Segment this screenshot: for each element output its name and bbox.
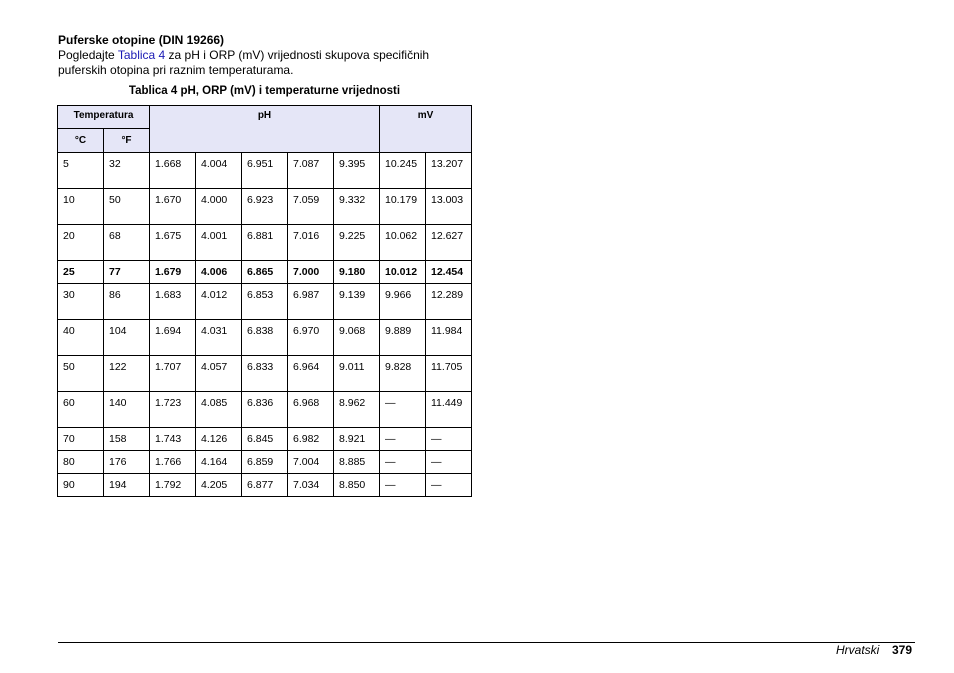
table-cell: 12.627 xyxy=(426,225,472,261)
table-cell: 1.723 xyxy=(150,392,196,428)
table-cell: 1.766 xyxy=(150,451,196,474)
table-cell: 9.332 xyxy=(334,189,380,225)
table-cell: 11.984 xyxy=(426,320,472,356)
table-cell: 86 xyxy=(104,284,150,320)
table-cell: 6.836 xyxy=(242,392,288,428)
table-cell: 4.205 xyxy=(196,474,242,497)
table-cell: 10.012 xyxy=(380,261,426,284)
table-cell: 158 xyxy=(104,428,150,451)
intro-paragraph xyxy=(58,48,478,78)
table-cell: 7.004 xyxy=(288,451,334,474)
table-cell: 1.683 xyxy=(150,284,196,320)
table-cell: 9.225 xyxy=(334,225,380,261)
table-cell: 25 xyxy=(58,261,104,284)
header-celsius: °C xyxy=(58,129,104,153)
table-cell: 1.675 xyxy=(150,225,196,261)
table-cell: 7.059 xyxy=(288,189,334,225)
table-body xyxy=(58,153,472,497)
table-cell: 11.449 xyxy=(426,392,472,428)
table-cell: 1.694 xyxy=(150,320,196,356)
table-cell: 8.885 xyxy=(334,451,380,474)
table-cell: 60 xyxy=(58,392,104,428)
table-cell: 90 xyxy=(58,474,104,497)
table-cell: 77 xyxy=(104,261,150,284)
table-cell: 176 xyxy=(104,451,150,474)
table-cell: 6.982 xyxy=(288,428,334,451)
table-cell: 1.707 xyxy=(150,356,196,392)
table-cell: 8.921 xyxy=(334,428,380,451)
table-cell: 30 xyxy=(58,284,104,320)
table-cell: 50 xyxy=(58,356,104,392)
table-cell: 8.962 xyxy=(334,392,380,428)
table-row xyxy=(58,428,472,451)
table-cell: 6.881 xyxy=(242,225,288,261)
table-cell: 12.454 xyxy=(426,261,472,284)
table-cell: 6.968 xyxy=(288,392,334,428)
table-cell: 10.062 xyxy=(380,225,426,261)
table-cell: 140 xyxy=(104,392,150,428)
table-cell: 122 xyxy=(104,356,150,392)
table-cell: 10.245 xyxy=(380,153,426,189)
table-row xyxy=(58,320,472,356)
table-cell: 20 xyxy=(58,225,104,261)
table-cell: 13.207 xyxy=(426,153,472,189)
page-number: 379 xyxy=(892,643,913,657)
table-row xyxy=(58,225,472,261)
table-cell: — xyxy=(380,428,426,451)
table-cell: 6.964 xyxy=(288,356,334,392)
table-cell: 6.865 xyxy=(242,261,288,284)
table-cell: 8.850 xyxy=(334,474,380,497)
table-cell: 32 xyxy=(104,153,150,189)
table-row xyxy=(58,474,472,497)
intro-text-before: Pogledajte xyxy=(58,48,118,62)
table-cell: 6.859 xyxy=(242,451,288,474)
table-cell: 9.139 xyxy=(334,284,380,320)
table-cell: 70 xyxy=(58,428,104,451)
table-cell: 7.000 xyxy=(288,261,334,284)
table-cell: 9.889 xyxy=(380,320,426,356)
table-cell: 10.179 xyxy=(380,189,426,225)
table-row xyxy=(58,284,472,320)
table-cell: 4.164 xyxy=(196,451,242,474)
table-cell: 10 xyxy=(58,189,104,225)
table-cell: 13.003 xyxy=(426,189,472,225)
table-cell: 6.877 xyxy=(242,474,288,497)
table-cell: 6.838 xyxy=(242,320,288,356)
table-cell: — xyxy=(380,451,426,474)
table-row xyxy=(58,189,472,225)
table-cell: 4.057 xyxy=(196,356,242,392)
table-cell: 4.001 xyxy=(196,225,242,261)
table-cell: 4.004 xyxy=(196,153,242,189)
table-row xyxy=(58,392,472,428)
table-cell: 7.034 xyxy=(288,474,334,497)
footer-language: Hrvatski xyxy=(836,643,880,657)
table-cell: 11.705 xyxy=(426,356,472,392)
table-cell: 50 xyxy=(104,189,150,225)
table-cell: 4.006 xyxy=(196,261,242,284)
section-title: Puferske otopine (DIN 19266) xyxy=(58,33,225,47)
table-cell: — xyxy=(426,474,472,497)
table-cell: 4.000 xyxy=(196,189,242,225)
table-row xyxy=(58,451,472,474)
table-cell: 4.126 xyxy=(196,428,242,451)
footer-rule xyxy=(58,642,915,643)
table-cell: 68 xyxy=(104,225,150,261)
table-cell: 104 xyxy=(104,320,150,356)
table-cell: 9.180 xyxy=(334,261,380,284)
table-cell: 6.951 xyxy=(242,153,288,189)
table-row xyxy=(58,356,472,392)
table-cell: 5 xyxy=(58,153,104,189)
header-fahrenheit: °F xyxy=(104,129,150,153)
table-cell: 12.289 xyxy=(426,284,472,320)
table-cell: 80 xyxy=(58,451,104,474)
table-cell: 7.087 xyxy=(288,153,334,189)
table-cell: 4.085 xyxy=(196,392,242,428)
header-mv: mV xyxy=(380,106,472,153)
table-cell: 6.970 xyxy=(288,320,334,356)
ph-orp-temperature-table xyxy=(57,105,472,497)
table-cell: 40 xyxy=(58,320,104,356)
table-cell: 1.668 xyxy=(150,153,196,189)
header-ph: pH xyxy=(150,106,380,153)
table-cell: 9.068 xyxy=(334,320,380,356)
table-cell: 6.923 xyxy=(242,189,288,225)
table-cell: 9.395 xyxy=(334,153,380,189)
table-cell: 1.679 xyxy=(150,261,196,284)
table-reference-link[interactable]: Tablica 4 xyxy=(117,48,166,62)
table-cell: 6.845 xyxy=(242,428,288,451)
table-cell: 1.670 xyxy=(150,189,196,225)
table-cell: — xyxy=(380,474,426,497)
table-cell: 4.012 xyxy=(196,284,242,320)
table-cell: — xyxy=(426,428,472,451)
table-cell: 1.743 xyxy=(150,428,196,451)
table-row xyxy=(58,153,472,189)
table-cell: 6.833 xyxy=(242,356,288,392)
table-cell: 4.031 xyxy=(196,320,242,356)
table-cell: 194 xyxy=(104,474,150,497)
table-cell: 6.853 xyxy=(242,284,288,320)
table-cell: — xyxy=(426,451,472,474)
intro-text-after: za pH i ORP (mV) vrijednosti skupova specifičnih puferskih otopina pri raznim temperaturama. xyxy=(58,48,430,77)
table-cell: — xyxy=(380,392,426,428)
table-caption: Tablica 4 pH, ORP (mV) i temperaturne vrijednosti xyxy=(128,85,401,97)
table-cell: 1.792 xyxy=(150,474,196,497)
table-cell: 6.987 xyxy=(288,284,334,320)
table-cell: 9.828 xyxy=(380,356,426,392)
table-cell: 9.966 xyxy=(380,284,426,320)
header-temperature: Temperatura xyxy=(58,106,150,129)
table-cell: 9.011 xyxy=(334,356,380,392)
table-row xyxy=(58,261,472,284)
table-cell: 7.016 xyxy=(288,225,334,261)
